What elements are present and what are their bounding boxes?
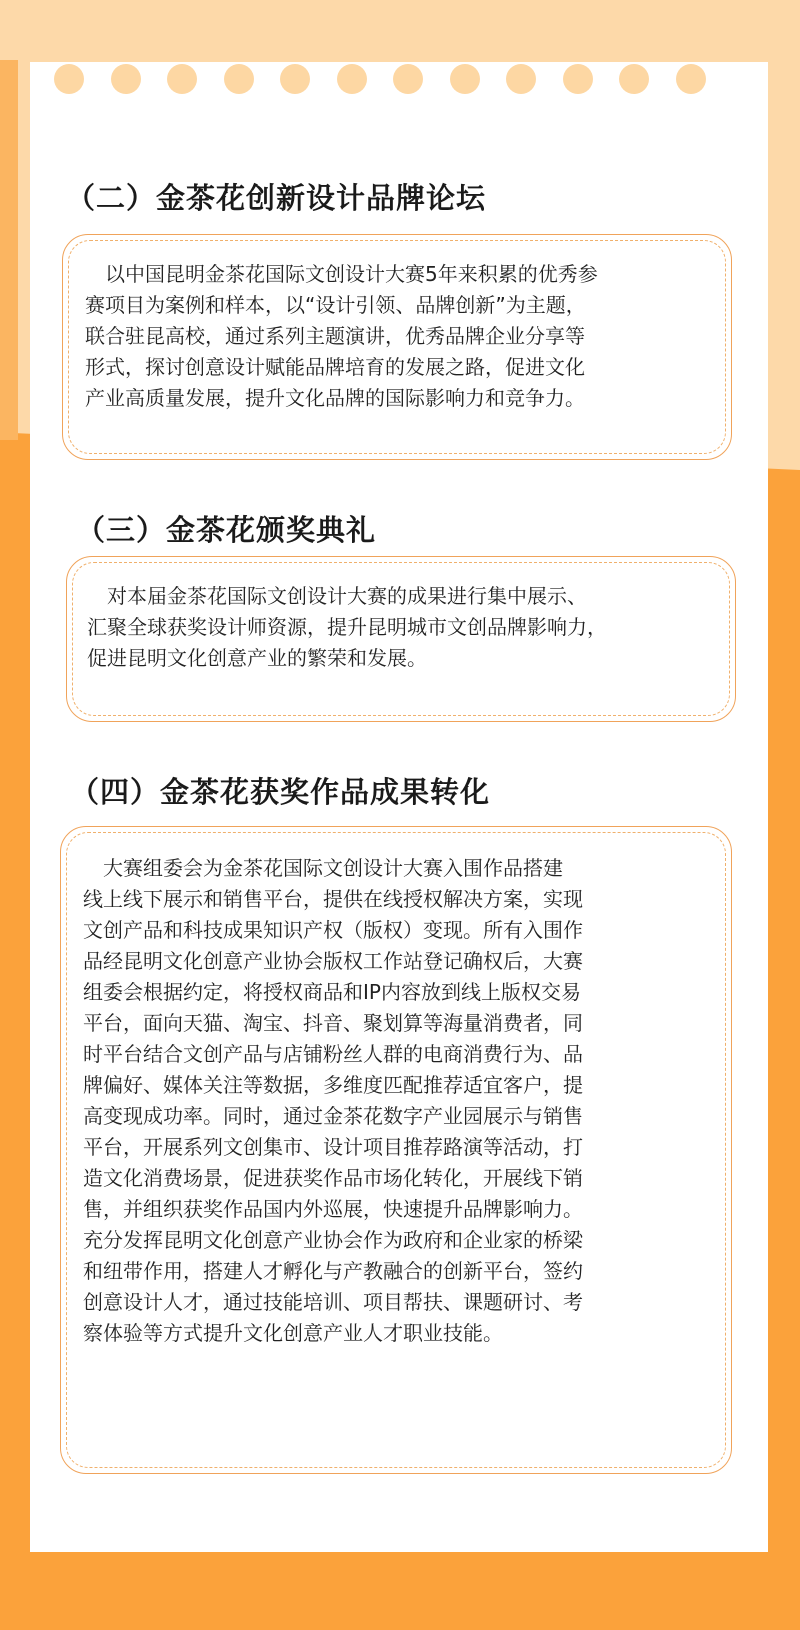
section-title-transformation: （四）金茶花获奖作品成果转化 [70, 775, 491, 809]
binder-hole [224, 64, 254, 94]
binder-holes [30, 62, 768, 102]
binder-hole [563, 64, 593, 94]
binder-hole [393, 64, 423, 94]
section-card-transformation [60, 826, 732, 1474]
binder-hole [54, 64, 84, 94]
section-card-award [66, 556, 736, 722]
binder-hole [280, 64, 310, 94]
notepad-paper [30, 62, 768, 1552]
section-body-transformation: 大赛组委会为金茶花国际文创设计大赛入围作品搭建 线上线下展示和销售平台，提供在线授权解决方案，实现 文创产品和科技成果知识产权（版权）变现。所有入围作 品经昆明文化创意产业协会版权工作站登记确权后，大赛 组委会根据约定，将授权商品和IP内容放到线上版权交易 平台，面向天猫、淘宝、抖音、聚划算等海量消费者，同 时平台结合文创产品与店铺粉丝人群的电商消费行为、品 牌偏好、媒体关注等数据，多维度匹配推荐适宜客户，提 高变现成功率。同时，通过金茶花数字产业园展示与销售 平台，开展系列文创集市、设计项目推荐路演等活动，打 造文化消费场景，促进获奖作品市场化转化，开展线下销 售，并组织获奖作品国内外巡展，快速提升品牌影响力。 充分发挥昆明文化创意产业协会作为政府和企业家的桥梁 和纽带作用，搭建人才孵化与产教融合的创新平台，签约 创意设计人才，通过技能培训、项目帮扶、课题研讨、考 察体验等方式提升文化创意产业人才职业技能。 [83, 856, 583, 1345]
binder-hole [506, 64, 536, 94]
section-title-forum: （二）金茶花创新设计品牌论坛 [66, 181, 487, 215]
section-body-forum: 以中国昆明金茶花国际文创设计大赛5年来积累的优秀参 赛项目为案例和样本，以“设计引领、品牌创新”为主题， 联合驻昆高校，通过系列主题演讲，优秀品牌企业分享等 形式，探讨创意设计赋能品牌培育的发展之路，促进文化 产业高质量发展，提升文化品牌的国际影响力和竞争力。 [85, 262, 598, 410]
binder-hole [337, 64, 367, 94]
section-card-forum [62, 234, 732, 460]
binder-hole [676, 64, 706, 94]
binder-hole [111, 64, 141, 94]
section-body-award: 对本届金茶花国际文创设计大赛的成果进行集中展示、 汇聚全球获奖设计师资源，提升昆明城市文创品牌影响力， 促进昆明文化创意产业的繁荣和发展。 [87, 584, 607, 670]
background-band [0, 60, 18, 440]
binder-hole [450, 64, 480, 94]
binder-hole [167, 64, 197, 94]
binder-hole [619, 64, 649, 94]
section-title-award: （三）金茶花颁奖典礼 [76, 513, 377, 547]
